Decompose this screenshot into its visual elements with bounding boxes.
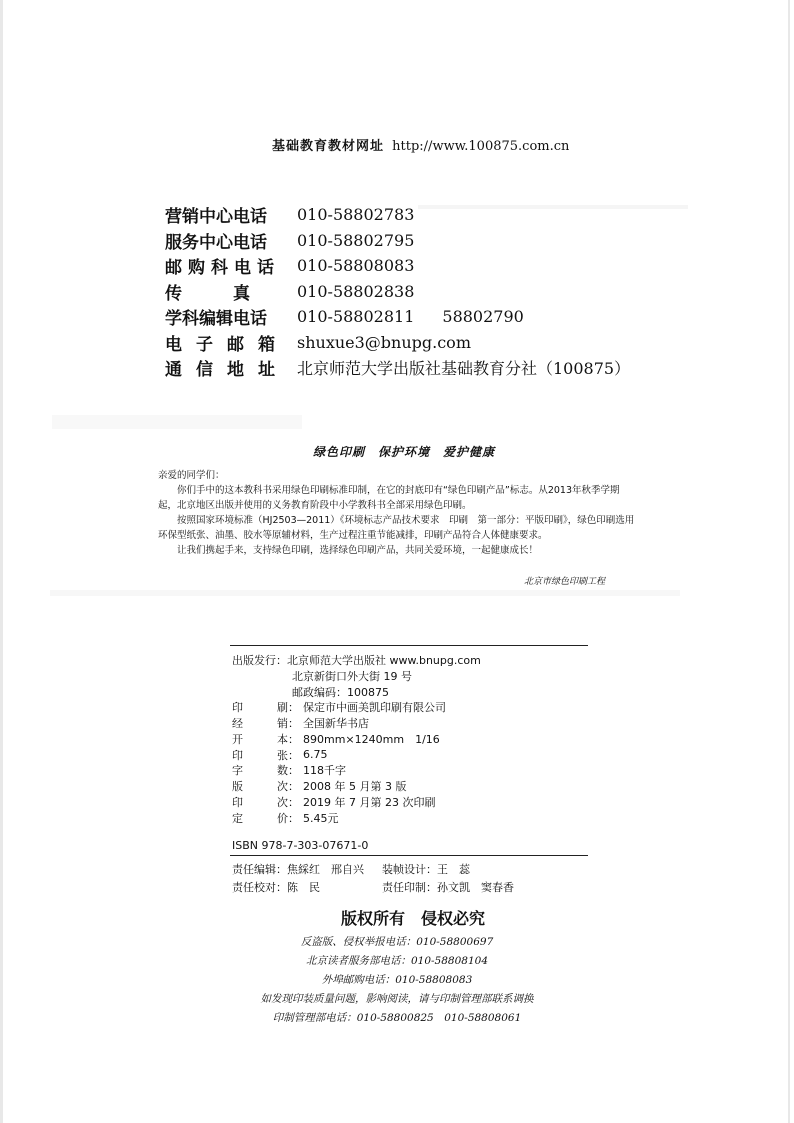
contact-label: 传 真	[165, 283, 250, 304]
imprint-row: 定 价 ： 5.45元	[232, 811, 339, 825]
publisher-postcode: 邮政编码：100875	[292, 685, 389, 699]
contact-value: 010-58802795	[297, 230, 415, 250]
imprint-row: 经 销 ： 全国新华书店	[232, 717, 369, 731]
imprint-row: 字 数 ： 118千字	[232, 764, 346, 778]
imprint-row: 印 刷 ： 保定市中画美凯印刷有限公司	[232, 701, 446, 715]
contact-value: 010-58802783	[297, 205, 415, 225]
notice-title: 绿色印刷 保护环境 爱护健康	[313, 445, 496, 459]
contact-label: 营销中心电话	[165, 207, 267, 228]
scan-artifact	[50, 590, 680, 596]
scan-artifact	[52, 415, 302, 429]
isbn: ISBN 978-7-303-07671-0	[232, 839, 369, 852]
staff-row	[232, 860, 514, 878]
copyright-line: 北京读者服务部电话：010-58808104	[305, 955, 489, 967]
notice-paragraph: 你们手中的这本教科书采用绿色印刷标准印制，在它的封底印有“绿色印刷产品”标志。从2013年秋季学期起，北京地区出版并使用的义务教育阶段中小学教科书全部采用绿色印刷。	[158, 485, 620, 511]
imprint-block	[232, 652, 481, 826]
publisher-label: 出版发行：	[232, 653, 287, 667]
staff-row	[232, 878, 514, 896]
notice-paragraph: 让我们携起手来，支持绿色印刷，选择绿色印刷产品，共同关爱环境，一起健康成长！	[177, 545, 539, 556]
imprint-row: 印 次 ： 2019 年 7 月第 23 次印刷	[232, 796, 436, 810]
staff-block	[232, 860, 514, 896]
imprint-value: 6.75	[303, 748, 328, 762]
contact-label: 电子邮箱	[165, 334, 289, 355]
imprint-label: 印 张	[232, 748, 288, 762]
contact-extra-value: 58802790	[442, 307, 524, 327]
divider	[230, 645, 588, 646]
imprint-value: 保定市中画美凯印刷有限公司	[303, 701, 446, 715]
contact-row	[165, 355, 630, 381]
copyright-line: 外埠邮购电话：010-58808083	[321, 974, 473, 986]
notice-paragraph: 按照国家环境标准（HJ2503—2011）《环境标志产品技术要求 印刷 第一部分：平版印刷》，绿色印刷选用环保型纸张、油墨、胶水等原辅材料，生产过程注重节能减排，印刷产品符合人体健康要求。	[158, 515, 635, 541]
contact-row	[165, 228, 630, 254]
contact-label: 服务中心电话	[165, 232, 267, 253]
imprint-label: 开 本	[232, 732, 288, 746]
copyright-line: 如发现印装质量问题，影响阅读，请与印制管理部联系调换	[260, 993, 534, 1005]
copyright-title: 版权所有 侵权必究	[341, 909, 486, 928]
imprint-value: 2019 年 7 月第 23 次印刷	[303, 796, 436, 810]
staff-editor: 责任编辑：焦綵红 邢自兴	[232, 863, 364, 876]
contact-row	[165, 202, 630, 228]
contact-label: 学科编辑电话	[165, 309, 267, 330]
imprint-label: 版 次	[232, 780, 288, 794]
contact-row	[165, 253, 630, 279]
contact-row	[165, 304, 630, 330]
contact-value: 北京师范大学出版社基础教育分社（100875）	[297, 359, 631, 379]
imprint-publisher-row	[232, 652, 481, 668]
website-line	[272, 135, 569, 154]
contact-value: shuxue3@bnupg.com	[297, 332, 471, 352]
staff-printing-manager: 责任印制：孙文凯 窦春香	[382, 881, 514, 894]
imprint-row: 版 次 ： 2008 年 5 月第 3 版	[232, 780, 407, 794]
imprint-label: 印 次	[232, 796, 288, 810]
imprint-value: 890mm×1240mm 1/16	[303, 732, 440, 746]
copyright-line: 反盗版、侵权举报电话：010-58800697	[300, 936, 494, 948]
imprint-value: 全国新华书店	[303, 717, 369, 731]
publisher-address: 北京新街口外大街 19 号	[292, 669, 412, 683]
imprint-label: 经 销	[232, 717, 288, 731]
staff-proofreader: 责任校对：陈 民	[232, 881, 320, 894]
contact-row	[165, 279, 630, 305]
imprint-row: 印 张 ： 6.75	[232, 748, 328, 762]
copyright-line: 印制管理部电话：010-58800825 010-58808061	[272, 1012, 522, 1024]
notice-greeting: 亲爱的同学们：	[158, 470, 225, 481]
contact-value: 010-58808083	[297, 256, 415, 276]
contact-value: 010-58802811	[297, 307, 415, 327]
divider	[230, 855, 588, 856]
contact-row	[165, 330, 630, 356]
notice-body	[158, 468, 636, 558]
website-label: 基础教育教材网址	[272, 139, 385, 154]
imprint-value: 5.45元	[303, 811, 339, 825]
imprint-label: 定 价	[232, 811, 288, 825]
contact-list	[165, 202, 630, 381]
notice-signature: 北京市绿色印刷工程	[524, 577, 606, 587]
imprint-label: 印 刷	[232, 701, 288, 715]
website-url: http://www.100875.com.cn	[392, 139, 570, 154]
publisher-name: 北京师范大学出版社 www.bnupg.com	[287, 653, 481, 667]
copyright-contacts	[0, 933, 794, 1028]
contact-label: 通信地址	[165, 360, 289, 381]
contact-value: 010-58802838	[297, 281, 415, 301]
contact-label: 邮购科电话	[165, 258, 280, 279]
staff-designer: 装帧设计：王 蕊	[382, 863, 470, 876]
imprint-label: 字 数	[232, 764, 288, 778]
imprint-row: 开 本 ： 890mm×1240mm 1/16	[232, 732, 440, 746]
imprint-value: 2008 年 5 月第 3 版	[303, 780, 407, 794]
imprint-value: 118千字	[303, 764, 346, 778]
